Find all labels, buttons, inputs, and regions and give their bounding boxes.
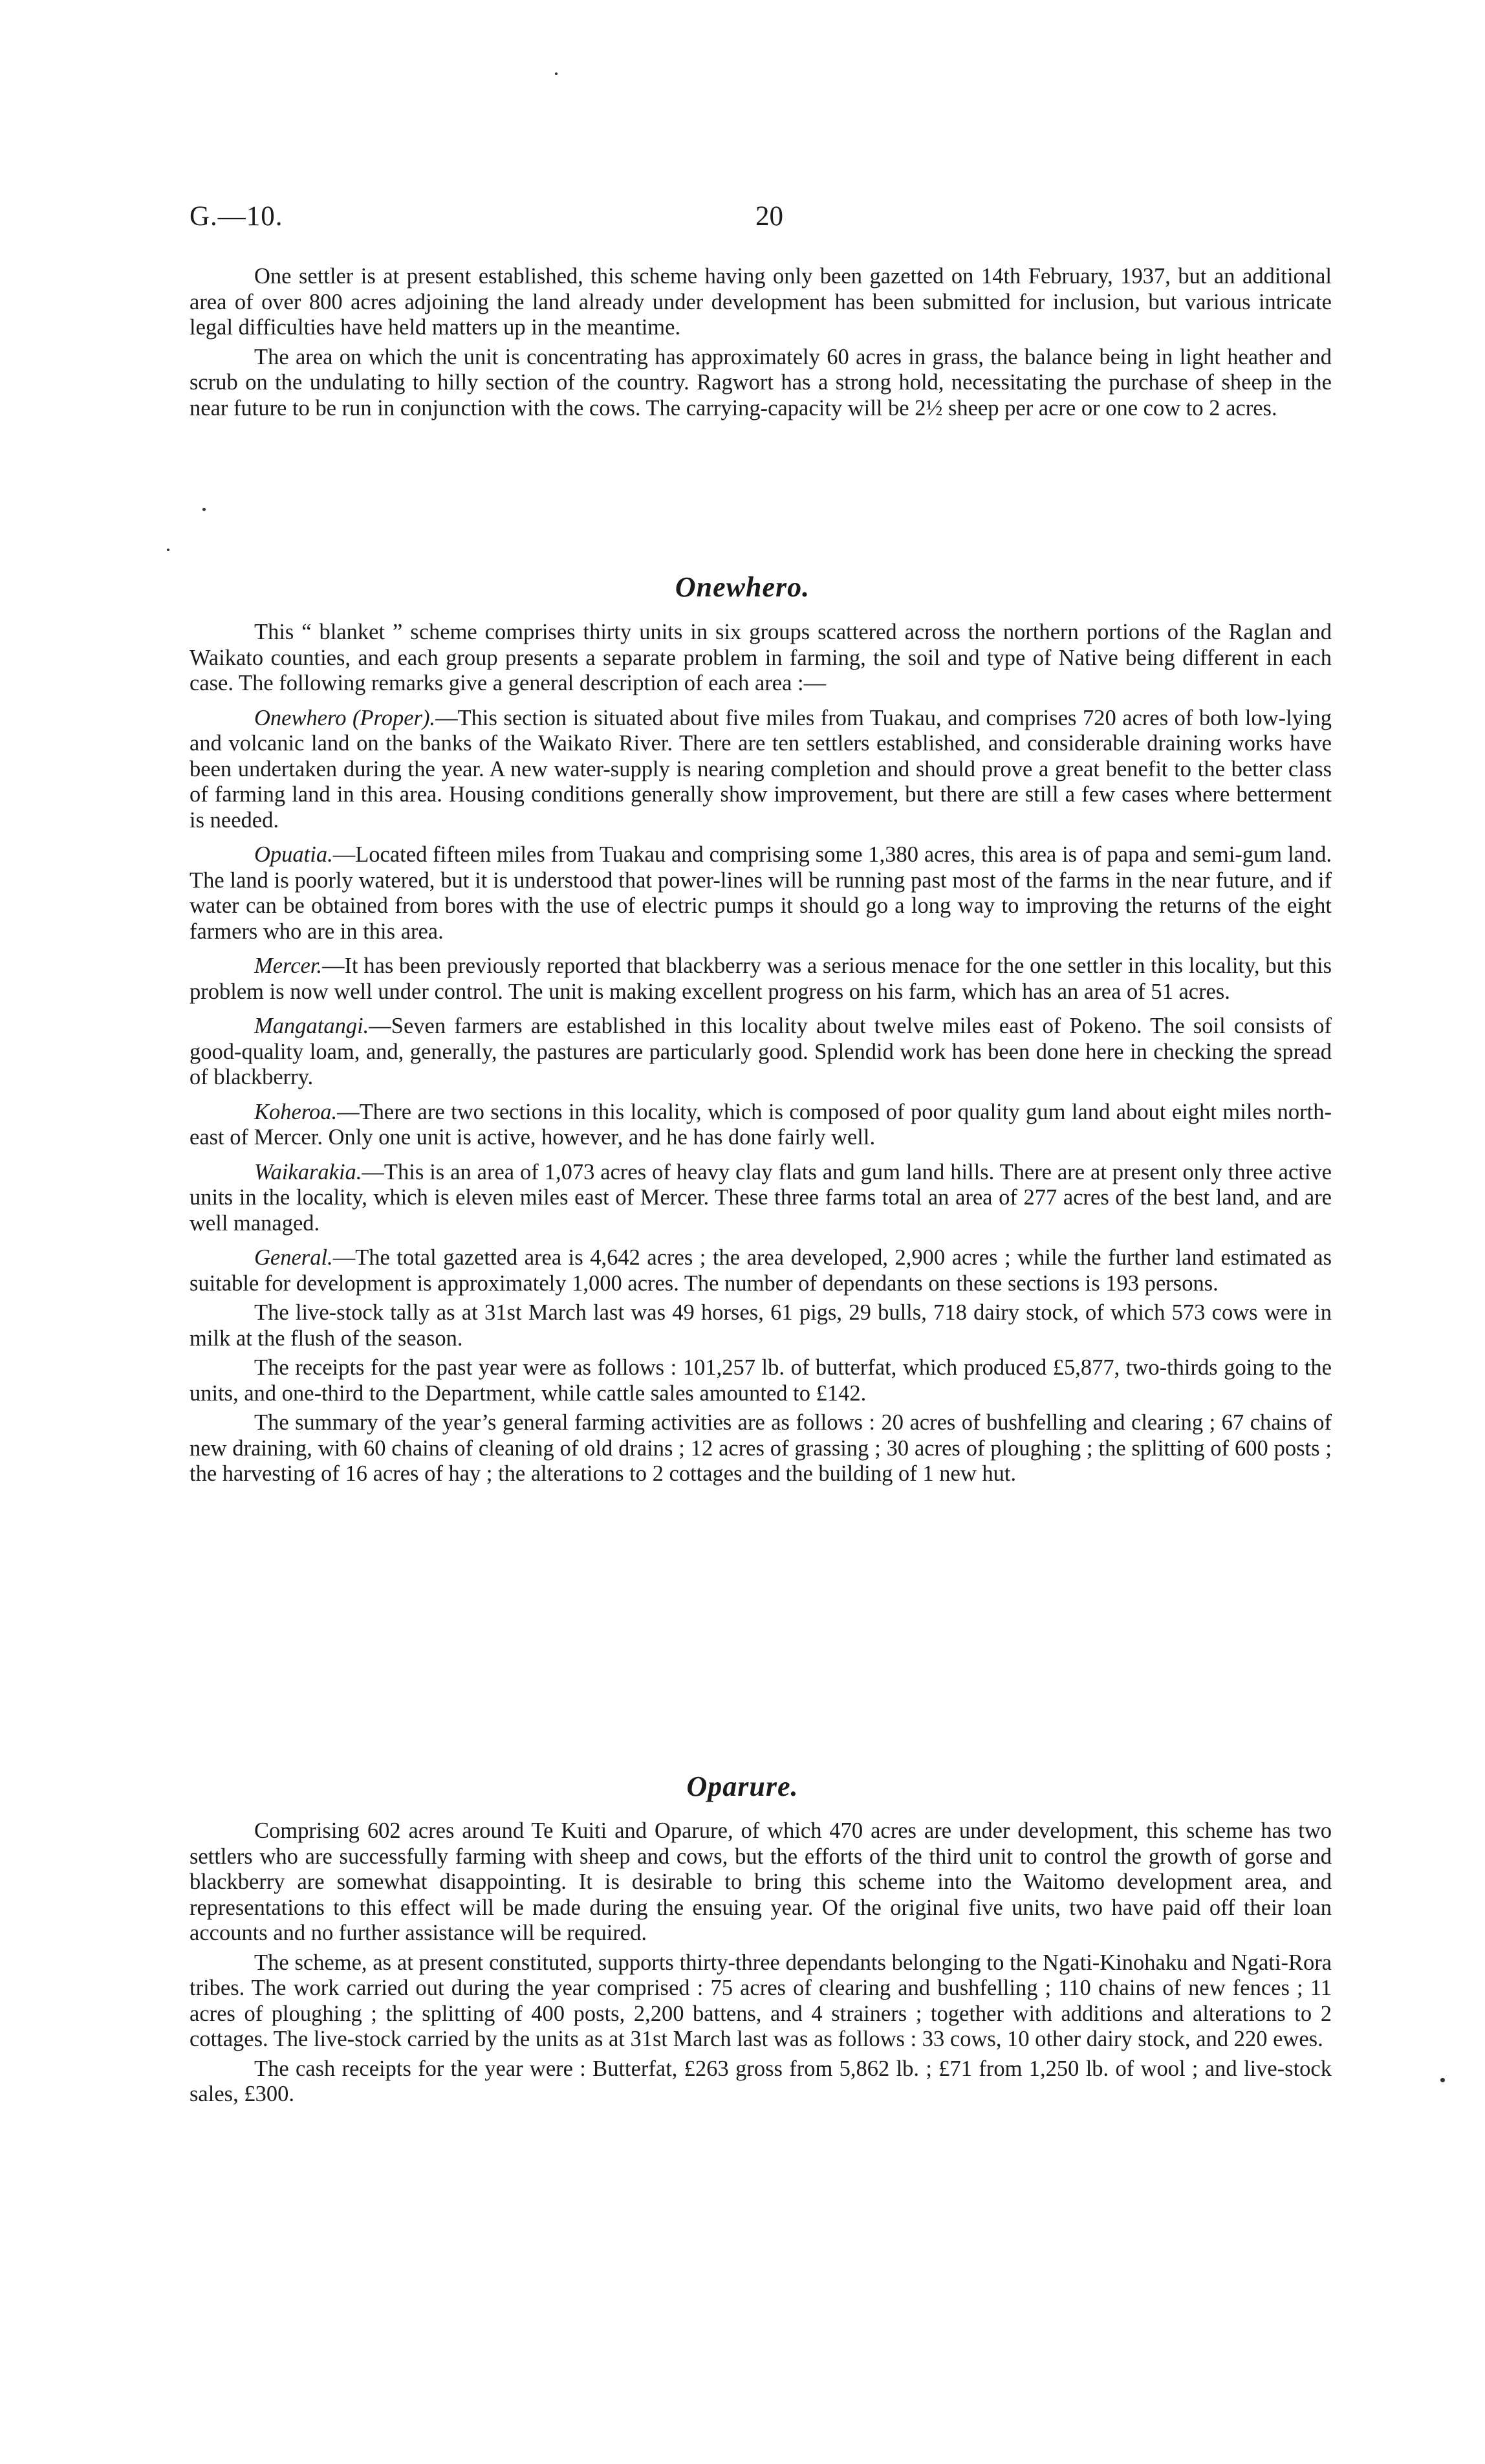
waikarakia-text: —This is an area of 1,073 acres of heavy clay flats and gum land hills. There are at present only three active units in the locality, which is eleven miles east of Mercer. These three farms total an area of 277 acres of the best land, and are well managed. [190, 1159, 1332, 1236]
general-paragraph [190, 1245, 1332, 1296]
scan-speck [555, 72, 558, 75]
mangatangi-paragraph [190, 1014, 1332, 1091]
scan-speck [202, 508, 206, 511]
receipts-paragraph: The receipts for the past year were as follows : 101,257 lb. of butterfat, which produced £5,877, two-thirds going to the units, and one-third to the Department, while cattle sales amounted to £142. [190, 1355, 1332, 1406]
oparure-paragraph-2: The scheme, as at present constituted, supports thirty-three dependants belonging to the Ngati-Kinohaku and Ngati-Rora tribes. The work carried out during the year comprised : 75 acres of clearing and bushfelling ; 110 chains of new fences ; 11 acres of ploughing ; the splitting of 400 posts, 2,200 battens, and 4 strainers ; together with additions and alterations to 2 cottages. The live-stock carried by the units as at 31st March last was as follows : 33 cows, 10 other dairy stock, and 220 ewes. [190, 1950, 1332, 2051]
intro-paragraph-1: One settler is at present established, this scheme having only been gazetted on 14th February, 1937, but an additional area of over 800 acres adjoining the land already under development has been submitted for inclusion, but various intricate legal difficulties have held matters up in the meantime. [190, 264, 1332, 340]
scan-speck [167, 549, 169, 551]
section-title-onewhero: Onewhero. [675, 571, 810, 603]
koheroa-paragraph [190, 1100, 1332, 1151]
onewhero-proper-text: —This section is situated about five miles from Tuakau, and comprises 720 acres of both low-lying and volcanic land on the banks of the Waikato River. There are ten settlers established, and considerable draining works have been undertaken during the year. A new water-supply is nearing completion and should prove a great benefit to the better class of farming land in this area. Housing conditions generally show improvement, but there are still a few cases where betterment is needed. [190, 705, 1332, 833]
section-title-oparure: Oparure. [686, 1771, 799, 1802]
koheroa-text: —There are two sections in this locality, which is composed of poor quality gum land about eight miles north-east of Mercer. Only one unit is active, however, and he has done fairly well. [190, 1099, 1332, 1150]
page-header [0, 194, 1485, 246]
waikarakia-lead: Waikarakia. [254, 1159, 362, 1184]
general-text: —The total gazetted area is 4,642 acres ; the area developed, 2,900 acres ; while the further land estimated as suitable for development is approximately 1,000 acres. The number of dependants on these sections is 193 persons. [190, 1245, 1332, 1296]
page-number: 20 [755, 201, 783, 232]
koheroa-lead: Koheroa. [254, 1099, 338, 1124]
opuatia-lead: Opuatia. [254, 842, 333, 867]
onewhero-intro: This “ blanket ” scheme comprises thirty units in six groups scattered across the northern portions of the Raglan and Waikato counties, and each group presents a separate problem in farming, the soil and type of Native being different in each case. The following remarks give a general description of each area :— [190, 620, 1332, 695]
mangatangi-text: —Seven farmers are established in this locality about twelve miles east of Pokeno. The soil consists of good-quality loam, and, generally, the pastures are particularly good. Splendid work has been done here in checking the spread of blackberry. [190, 1014, 1332, 1089]
onewhero-proper-lead: Onewhero (Proper). [254, 705, 436, 730]
general-lead: General. [254, 1245, 333, 1270]
intro-paragraph-2: The area on which the unit is concentrating has approximately 60 acres in grass, the balance being in light heather and scrub on the undulating to hilly section of the country. Ragwort has a strong hold, necessitating the purchase of sheep in the near future to be run in conjunction with the cows. The carrying-capacity will be 2½ sheep per acre or one cow to 2 acres. [190, 344, 1332, 420]
scan-speck [1440, 2078, 1445, 2082]
livestock-paragraph: The live-stock tally as at 31st March last was 49 horses, 61 pigs, 29 bulls, 718 dairy stock, of which 573 cows were in milk at the flush of the season. [190, 1300, 1332, 1351]
opuatia-text: —Located fifteen miles from Tuakau and comprising some 1,380 acres, this area is of papa and semi-gum land. The land is poorly watered, but it is understood that power-lines will be running past most of the farms in the near future, and if water can be obtained from bores with the use of electric pumps it should go a long way to improving the returns of the eight farmers who are in this area. [190, 842, 1332, 944]
document-reference: G.—10. [190, 201, 283, 232]
mangatangi-lead: Mangatangi. [254, 1014, 369, 1038]
oparure-paragraph-3: The cash receipts for the year were : Butterfat, £263 gross from 5,862 lb. ; £71 from 1,250 lb. of wool ; and live-stock sales, £300. [190, 2056, 1332, 2106]
opuatia-paragraph [190, 842, 1332, 944]
oparure-section [190, 1818, 1332, 2111]
mercer-paragraph [190, 954, 1332, 1005]
mercer-lead: Mercer. [254, 954, 323, 978]
mercer-text: —It has been previously reported that blackberry was a serious menace for the one settler in this locality, but this problem is now well under control. The unit is making excellent progress on his farm, which has an area of 51 acres. [190, 954, 1332, 1004]
oparure-paragraph-1: Comprising 602 acres around Te Kuiti and Oparure, of which 470 acres are under development, this scheme has two settlers who are successfully farming with sheep and cows, but the efforts of the third unit to control the growth of gorse and blackberry are somewhat disappointing. It is desirable to bring this scheme into the Waitomo development area, and representations to this effect will be made during the ensuing year. Of the original five units, two have paid off their loan accounts and no further assistance will be required. [190, 1818, 1332, 1945]
intro-section [190, 264, 1332, 425]
onewhero-proper-paragraph [190, 706, 1332, 834]
summary-paragraph: The summary of the year’s general farming activities are as follows : 20 acres of bushfelling and clearing ; 67 chains of new draining, with 60 chains of cleaning of old drains ; 12 acres of grassing ; 30 acres of ploughing ; the splitting of 600 posts ; the harvesting of 16 acres of hay ; the alterations to 2 cottages and the building of 1 new hut. [190, 1410, 1332, 1486]
waikarakia-paragraph [190, 1160, 1332, 1237]
onewhero-section [190, 620, 1332, 1491]
